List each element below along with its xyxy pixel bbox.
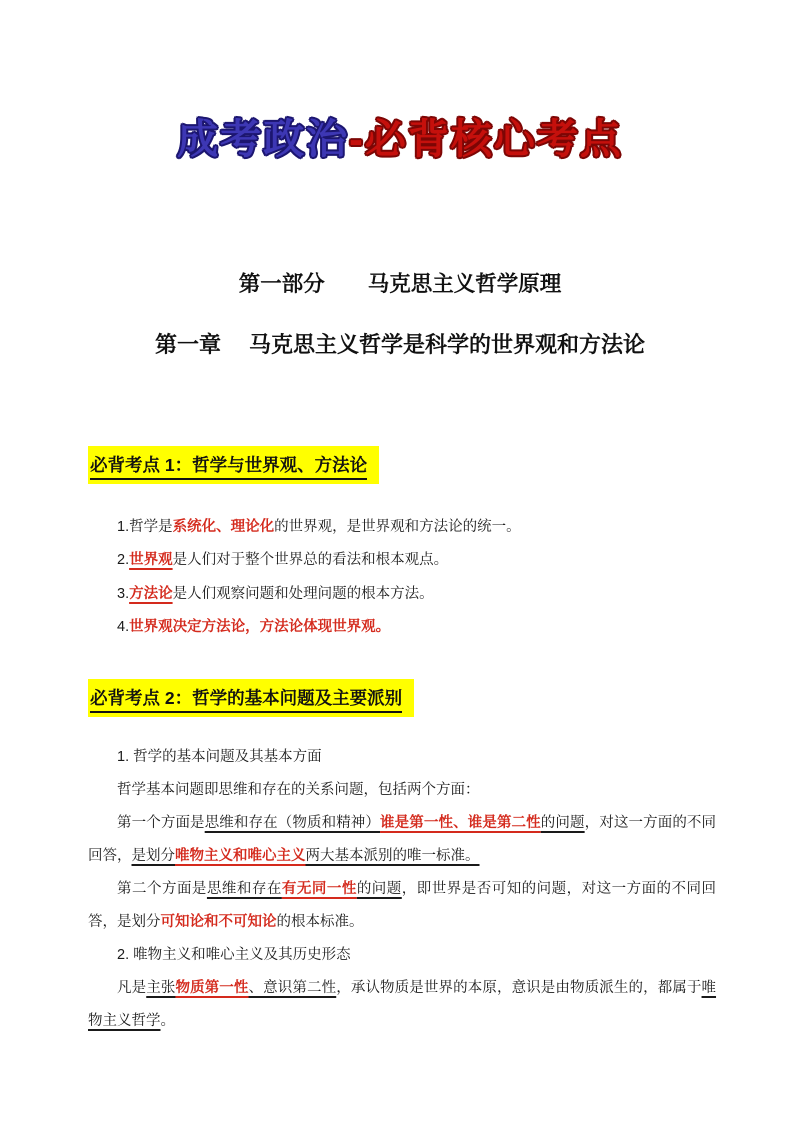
document-body — [88, 446, 716, 1038]
paragraph-3: 第一个方面是思维和存在（物质和精神）谁是第一性、谁是第二性的问题，对这一方面的不同回答，是划分唯物主义和唯心主义两大基本派别的唯一标准。 — [88, 814, 717, 864]
paragraph-5: 2. 唯物主义和唯心主义及其历史形态 — [117, 946, 351, 963]
list-item-2: 2.世界观是人们对于整个世界总的看法和根本观点。 — [117, 552, 449, 569]
keypoint-2-heading — [88, 679, 414, 717]
keypoint-1-list — [88, 511, 716, 645]
list-item-4: 4.世界观决定方法论，方法论体现世界观。 — [117, 619, 391, 636]
document-title — [0, 0, 800, 163]
keypoint-2-heading-text: 必背考点 2：哲学的基本问题及主要派别 — [90, 688, 402, 713]
title-red-text: -必背核心考点 — [349, 116, 623, 162]
keypoint-1-heading-text: 必背考点 1：哲学与世界观、方法论 — [90, 455, 367, 480]
keypoint-1-heading-row — [88, 446, 716, 484]
chapter-heading: 第一章 马克思主义哲学是科学的世界观和方法论 — [154, 332, 646, 358]
list-item-3: 3.方法论是人们观察问题和处理问题的根本方法。 — [117, 585, 434, 602]
title-blue-text: 成考政治 — [177, 116, 350, 162]
keypoint-1-heading — [88, 446, 379, 484]
paragraph-2: 哲学基本问题即思维和存在的关系问题，包括两个方面： — [117, 781, 480, 798]
paragraph-1: 1. 哲学的基本问题及其基本方面 — [117, 748, 322, 765]
list-item-1: 1.哲学是系统化、理论化的世界观，是世界观和方法论的统一。 — [117, 518, 521, 535]
paragraph-6: 凡是主张物质第一性、意识第二性，承认物质是世界的本原，意识是由物质派生的，都属于唯物主义哲学。 — [88, 979, 717, 1029]
keypoint-2-heading-row — [88, 679, 716, 717]
keypoint-2-body — [88, 741, 716, 1038]
paragraph-4: 第二个方面是思维和存在有无同一性的问题，即世界是否可知的问题，对这一方面的不同回答，是划分可知论和不可知论的根本标准。 — [88, 880, 717, 930]
part-heading: 第一部分 马克思主义哲学原理 — [238, 272, 562, 297]
